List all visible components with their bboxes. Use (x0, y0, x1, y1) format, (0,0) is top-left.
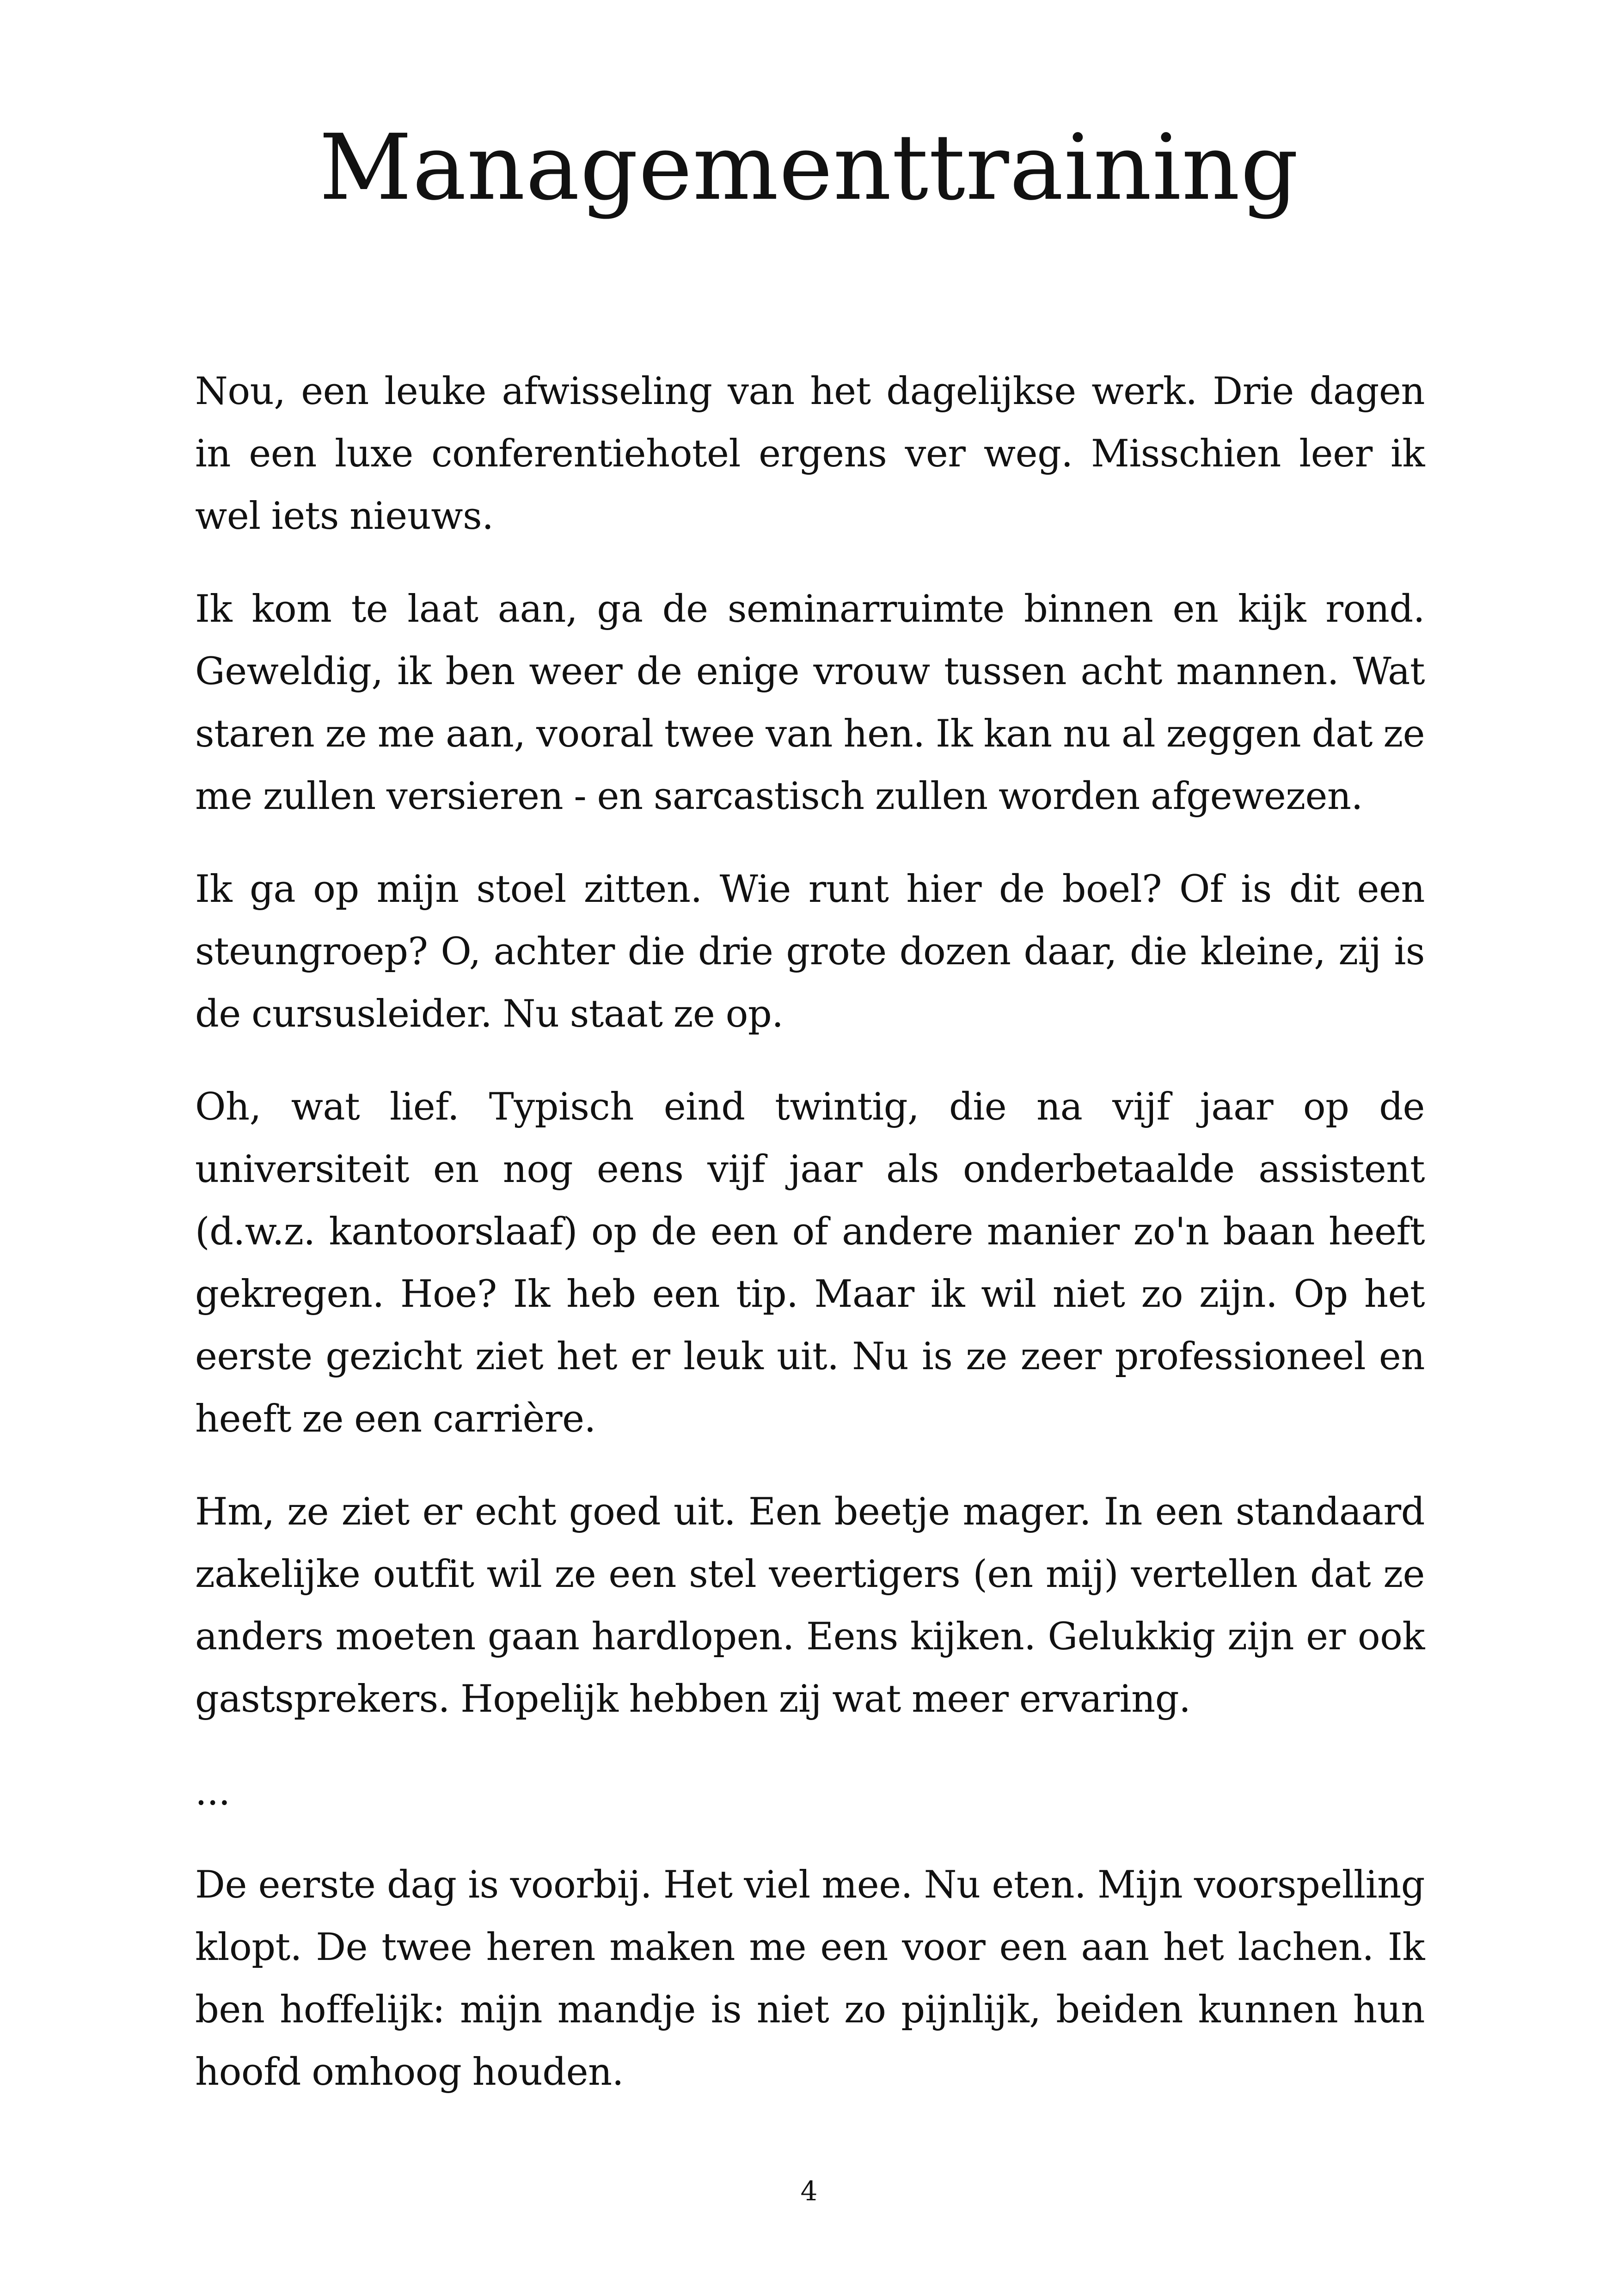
page-number: 4 (800, 2175, 818, 2207)
paragraph-5: Hm, ze ziet er echt goed uit. Een beetje mager. In een standaard zakelijke outfit wil ze een stel veertigers (en mij) vertellen dat ze anders moeten gaan hardlopen. Eens kijken. Gelukkig zijn er ook gastsprekers. Hopelijk hebben zij wat meer ervaring. (195, 1490, 1425, 1721)
paragraph-3: Ik ga op mijn stoel zitten. Wie runt hier de boel? Of is dit een steungroep? O, achter die drie grote dozen daar, die kleine, zij is de cursusleider. Nu staat ze op. (195, 868, 1425, 1036)
chapter-body (195, 361, 1425, 2134)
paragraph-6: De eerste dag is voorbij. Het viel mee. Nu eten. Mijn voorspelling klopt. De twee heren maken me een voor een aan het lachen. Ik ben hoffelijk: mijn mandje is niet zo pijnlijk, beiden kunnen hun hoofd omhoog houden. (195, 1863, 1425, 2094)
paragraph-2: Ik kom te laat aan, ga de seminarruimte binnen en kijk rond. Geweldig, ik ben weer de enige vrouw tussen acht mannen. Wat staren ze me aan, vooral twee van hen. Ik kan nu al zeggen dat ze me zullen versieren - en sarcastisch zullen worden afgewezen. (195, 588, 1425, 818)
paragraph-1: Nou, een leuke afwisseling van het dagelijkse werk. Drie dagen in een luxe conferentiehotel ergens ver weg. Misschien leer ik wel iets nieuws. (195, 370, 1425, 538)
chapter-title: Managementtraining (319, 115, 1299, 220)
scene-break: ... (195, 1770, 230, 1814)
paragraph-4: Oh, wat lief. Typisch eind twintig, die na vijf jaar op de universiteit en nog eens vijf jaar als onderbetaalde assistent (d.w.z. kantoorslaaf) op de een of andere manier zo'n baan heeft gekregen. Hoe? Ik heb een tip. Maar ik wil niet zo zijn. Op het eerste gezicht ziet het er leuk uit. Nu is ze zeer professioneel en heeft ze een carrière. (195, 1085, 1425, 1441)
